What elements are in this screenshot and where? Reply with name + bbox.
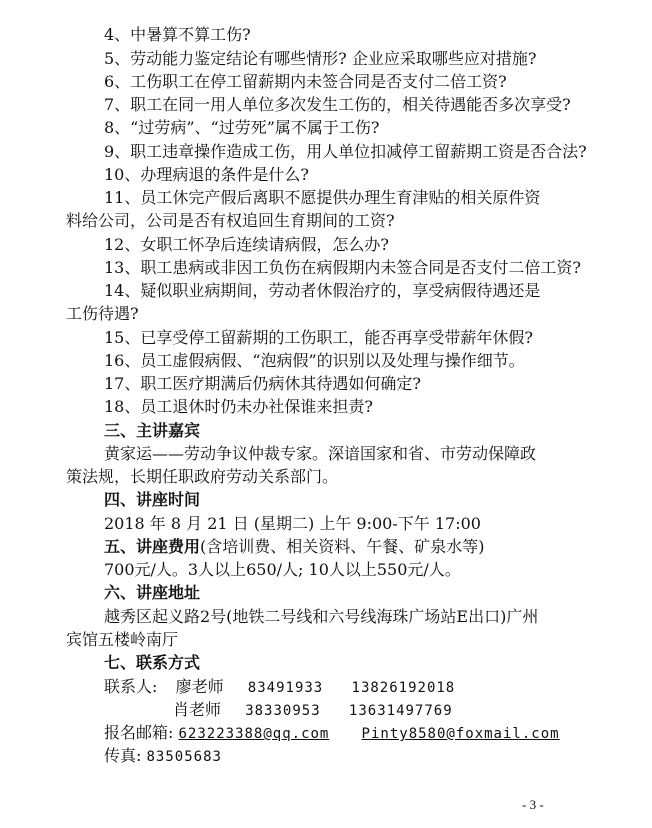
fee-note: (含培训费、相关资料、午餐、矿泉水等)	[200, 537, 485, 556]
fax-row	[0, 745, 652, 768]
email-link[interactable]: Pinty8580@foxmail.com	[361, 726, 560, 742]
contact-person-name: 廖老师	[175, 677, 224, 696]
email-row	[0, 722, 652, 745]
contact-row-2	[0, 699, 652, 722]
lecture-fee: 700元/人。3人以上650/人; 10人以上550元/人。	[104, 560, 461, 579]
speaker-description: 黄家运——劳动争议仲裁专家。深谙国家和省、市劳动保障政	[104, 444, 537, 463]
question-item: 16、员工虚假病假、“泡病假”的识别以及处理与操作细节。	[104, 351, 525, 370]
question-item: 7、职工在同一用人单位多次发生工伤的，相关待遇能否多次享受?	[104, 95, 571, 114]
question-item: 17、职工医疗期满后仍病休其待遇如何确定?	[104, 374, 421, 393]
fax-label: 传真:	[104, 746, 142, 765]
venue-address: 越秀区起义路2号(地铁二号线和六号线海珠广场站E出口)广州	[104, 607, 539, 626]
question-item: 15、已享受停工留薪期的工伤职工，能否再享受带薪年休假?	[104, 328, 533, 347]
question-item: 4、中暑算不算工伤?	[104, 25, 251, 44]
contact-label: 联系人:	[104, 677, 158, 696]
question-item: 5、劳动能力鉴定结论有哪些情形? 企业应采取哪些应对措施?	[104, 49, 537, 68]
section-heading-venue: 六、讲座地址	[104, 583, 201, 602]
contact-person-name: 肖老师	[173, 700, 222, 719]
contact-phone: 38330953 13631497769	[245, 703, 453, 719]
venue-address-continuation: 宾馆五楼岭南厅	[66, 630, 179, 649]
question-item: 18、员工退休时仍未办社保谁来担责?	[104, 397, 373, 416]
question-item: 14、疑似职业病期间，劳动者休假治疗的，享受病假待遇还是	[104, 281, 541, 300]
question-item: 12、女职工怀孕后连续请病假，怎么办?	[104, 235, 389, 254]
page-number: - 3 -	[522, 797, 544, 812]
contact-row-1	[0, 676, 652, 699]
email-label: 报名邮箱:	[104, 723, 174, 742]
email-link[interactable]: 623223388@qq.com	[178, 726, 330, 742]
fee-heading-label: 五、讲座费用	[104, 537, 201, 556]
question-item: 10、办理病退的条件是什么?	[104, 165, 309, 184]
question-item-continuation: 料给公司，公司是否有权追回生育期间的工资?	[66, 211, 395, 230]
section-heading-contact: 七、联系方式	[104, 653, 201, 672]
section-heading-speaker: 三、主讲嘉宾	[104, 421, 201, 440]
question-item: 13、职工患病或非因工负伤在病假期内未签合同是否支付二倍工资?	[104, 258, 581, 277]
contact-phone: 83491933 13826192018	[247, 680, 456, 696]
question-item-continuation: 工伤待遇?	[66, 304, 139, 323]
question-item: 8、“过劳病”、“过劳死”属不属于工伤?	[104, 118, 380, 137]
fax-number: 83505683	[146, 749, 222, 765]
question-item: 6、工伤职工在停工留薪期内未签合同是否支付二倍工资?	[104, 72, 507, 91]
speaker-description-continuation: 策法规，长期任职政府劳动关系部门。	[66, 467, 339, 486]
section-heading-fee	[0, 536, 652, 558]
question-item: 11、员工休完产假后离职不愿提供办理生育津贴的相关原件资	[104, 188, 541, 207]
section-heading-time: 四、讲座时间	[104, 490, 201, 509]
question-item: 9、职工违章操作造成工伤，用人单位扣减停工留薪期工资是否合法?	[104, 142, 587, 161]
lecture-time: 2018 年 8 月 21 日 (星期二) 上午 9:00-下午 17:00	[104, 514, 481, 533]
